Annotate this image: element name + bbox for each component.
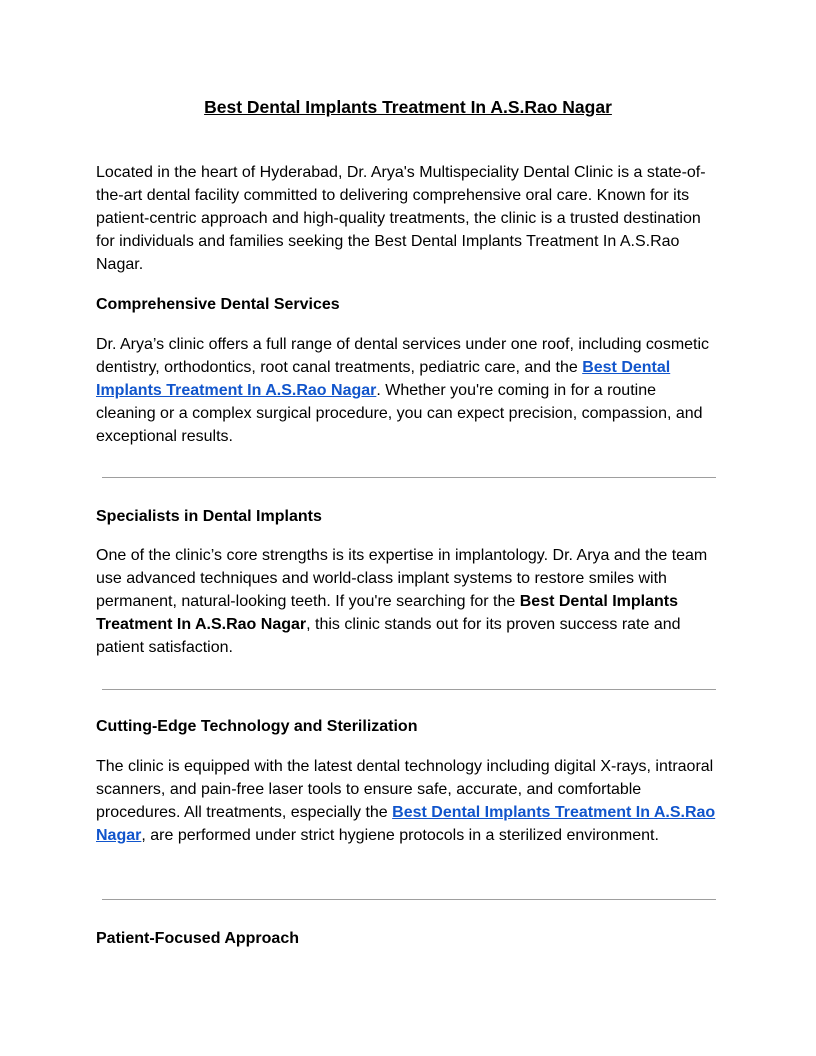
section-heading-patient-focused: Patient-Focused Approach [96,930,299,947]
page-title: Best Dental Implants Treatment In A.S.Rao Nagar [204,97,612,117]
dental-implants-link[interactable]: Best Dental Implants Treatment In A.S.Rao Nagar [96,359,671,399]
horizontal-divider [102,477,716,478]
section-heading-technology: Cutting-Edge Technology and Sterilization [96,718,418,735]
dental-implants-link[interactable]: Best Dental Implants Treatment In A.S.Rao Nagar [96,804,716,844]
specialists-text-after: , this clinic stands out for its proven success rate and patient satisfaction. [96,616,681,656]
specialists-bold-phrase: Best Dental Implants Treatment In A.S.Rao Nagar [96,593,679,633]
specialists-text-before: One of the clinic’s core strengths is its expertise in implantology. Dr. Arya and the team use advanced techniques and world-class implant systems to restore smiles with permanent, natural-looking teeth. If you're searching for the [96,547,708,610]
technology-text-before: The clinic is equipped with the latest dental technology including digital X-rays, intraoral scanners, and pain-free laser tools to ensure safe, accurate, and comfortable procedures. All treatments, especially the [96,758,714,821]
section-heading-services: Comprehensive Dental Services [96,296,340,313]
services-text-after: . Whether you're coming in for a routine cleaning or a complex surgical procedure, you can expect precision, compassion, and exceptional results. [96,382,703,445]
horizontal-divider [102,899,716,900]
section-heading-specialists: Specialists in Dental Implants [96,508,322,525]
section-paragraph-services [96,333,720,448]
intro-paragraph: Located in the heart of Hyderabad, Dr. Arya's Multispeciality Dental Clinic is a state-of-the-art dental facility committed to delivering comprehensive oral care. Known for its patient-centric approach and high-quality treatments, the clinic is a trusted destination for individuals and families seeking the Best Dental Implants Treatment In A.S.Rao Nagar. [96,164,706,273]
services-text-before: Dr. Arya’s clinic offers a full range of dental services under one roof, including cosmetic dentistry, orthodontics, root canal treatments, pediatric care, and the [96,336,710,376]
horizontal-divider [102,689,716,690]
technology-text-after: , are performed under strict hygiene protocols in a sterilized environment. [141,827,659,844]
section-paragraph-technology [96,755,720,847]
section-paragraph-specialists [96,544,720,659]
